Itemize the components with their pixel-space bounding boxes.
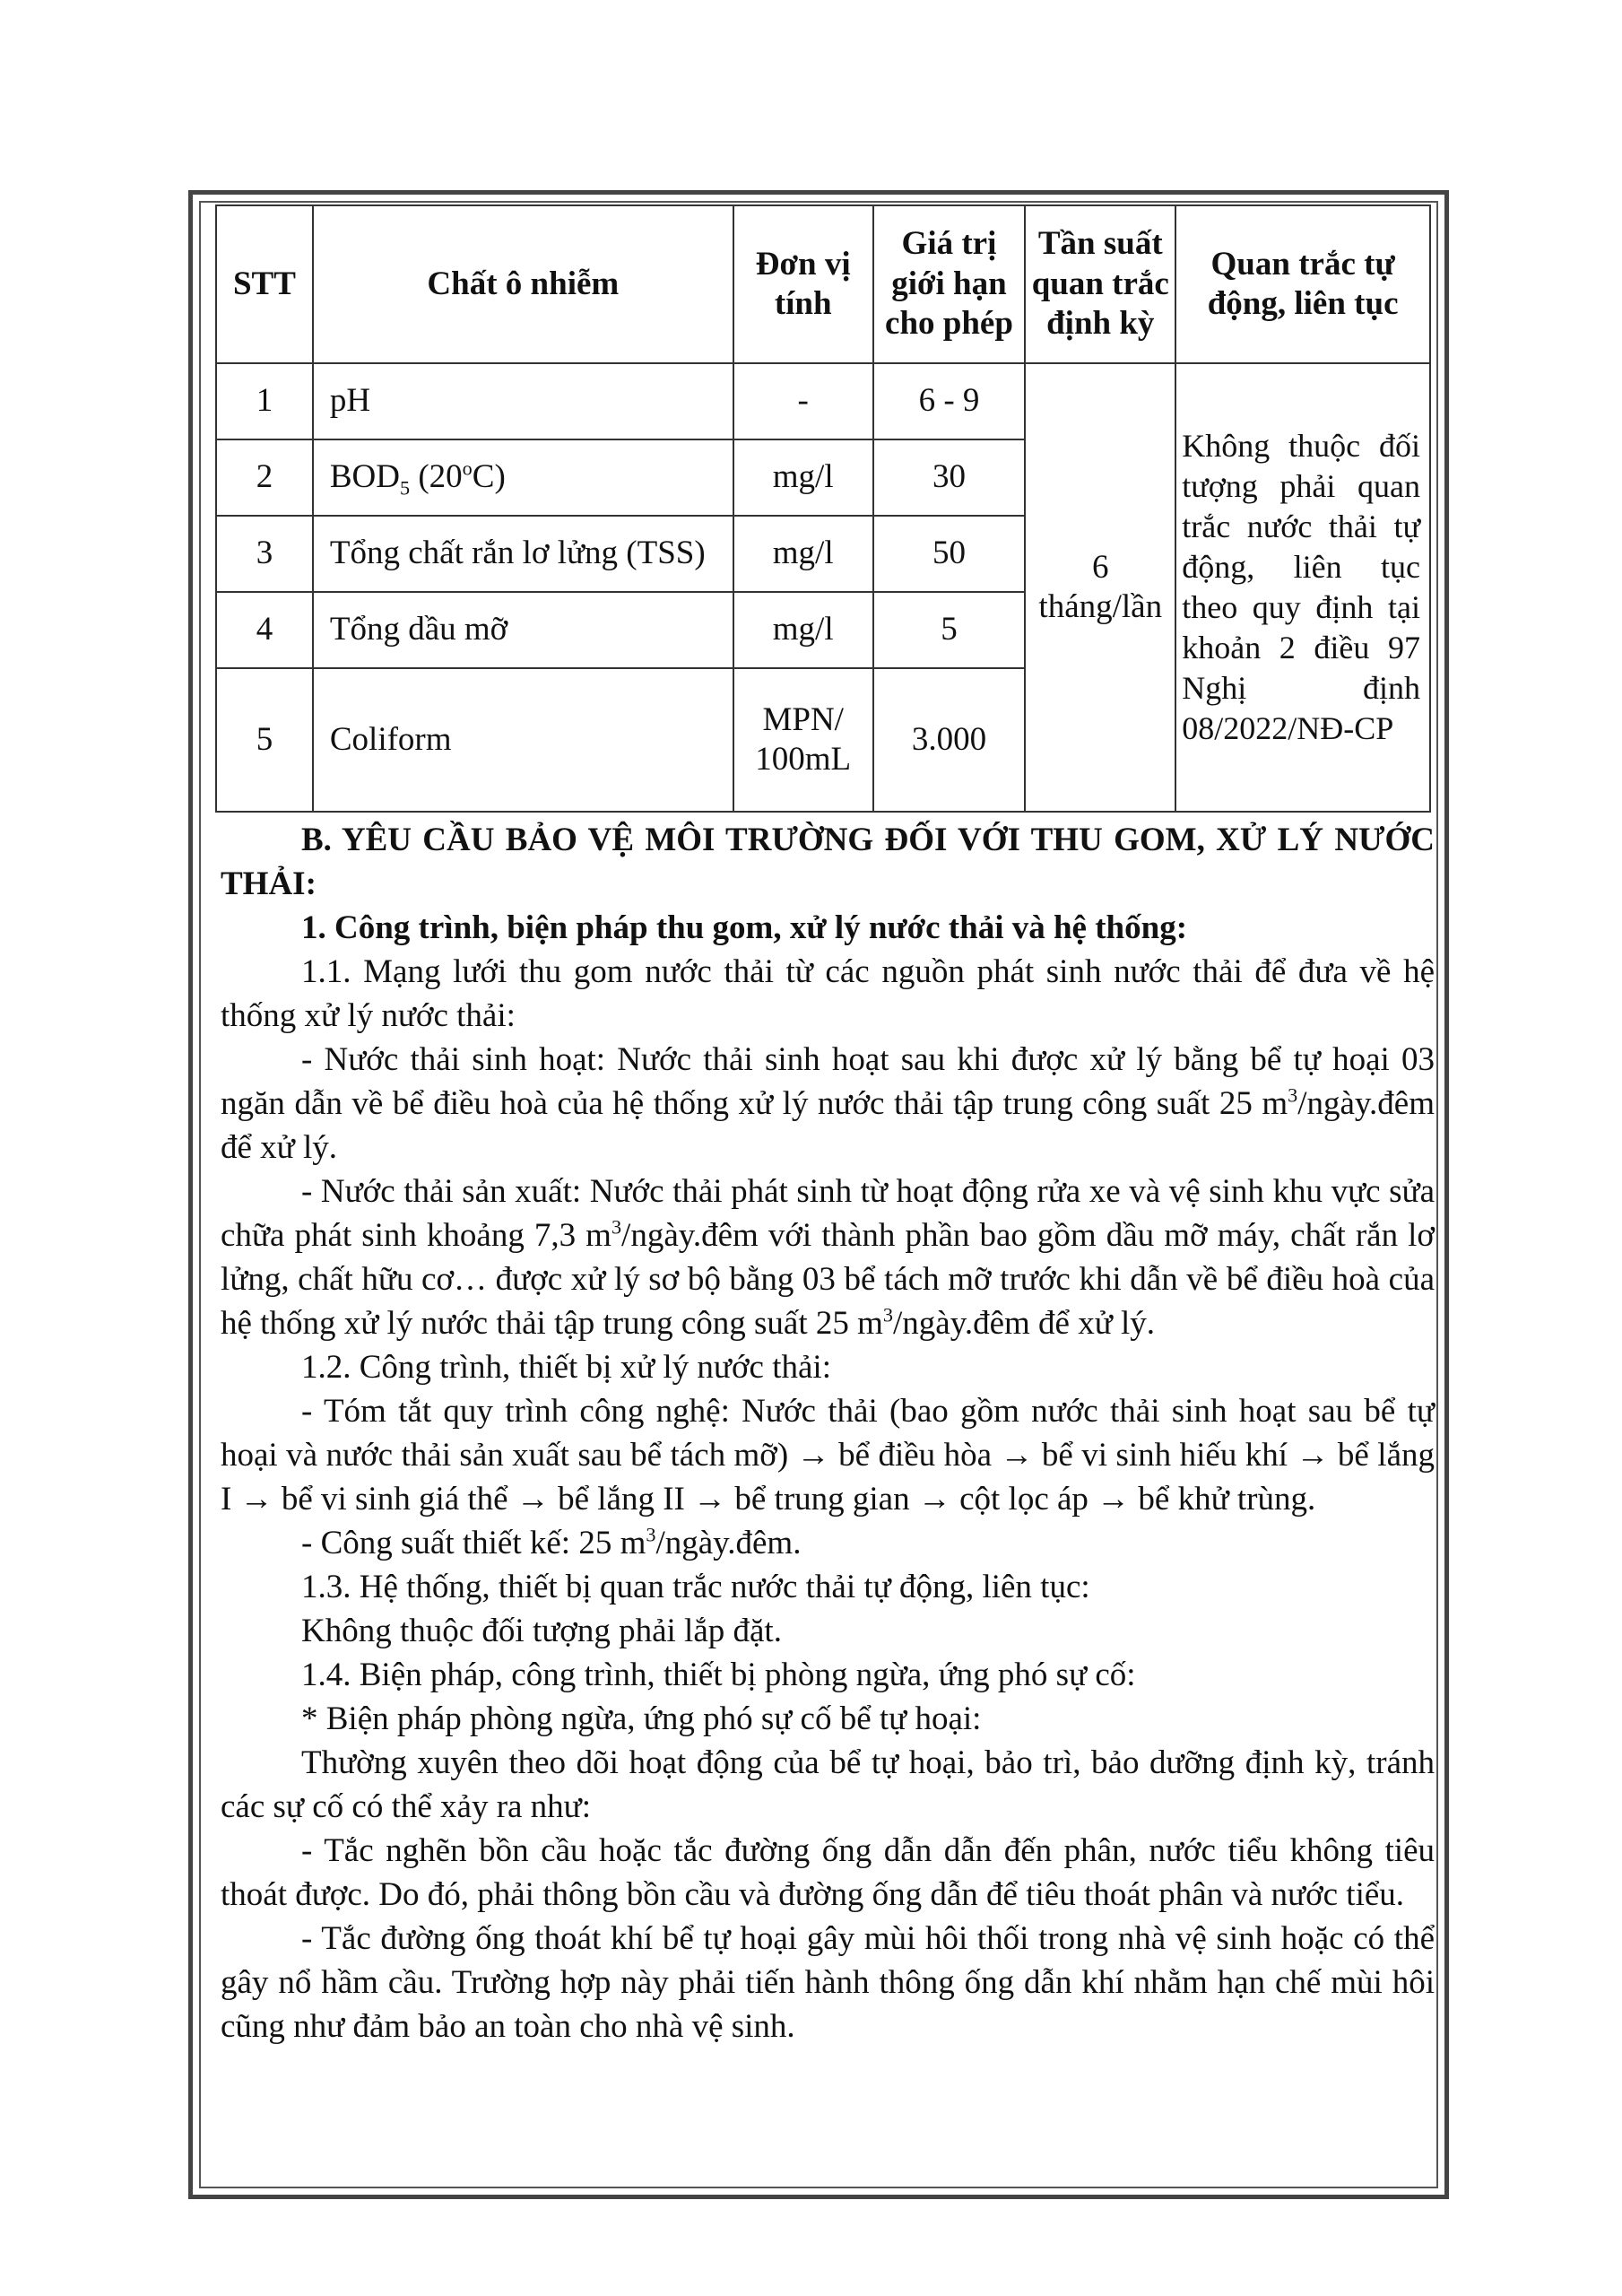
paragraph-1-3: 1.3. Hệ thống, thiết bị quan trắc nước thải tự động, liên tục:	[301, 1569, 1090, 1605]
cell-limit: 6 - 9	[873, 363, 1026, 439]
unit-line-1: MPN/	[762, 700, 844, 738]
cell-pollutant: pH	[313, 363, 733, 439]
paragraph-1-3-value: Không thuộc đối tượng phải lắp đặt.	[301, 1613, 782, 1649]
header-stt: STT	[216, 205, 313, 363]
production-text-end: /ngày.đêm để xử lý.	[893, 1305, 1156, 1342]
domestic-text-end: /ngày.đêm để xử lý.	[221, 1085, 1435, 1166]
cubic-superscript: 3	[1288, 1083, 1298, 1107]
domestic-text: - Nước thải sinh hoạt: Nước thải sinh hoạt sau khi được xử lý bằng bể tự hoại 03 ngăn dẫn về bể điều hoà của hệ thống xử lý nước thải tập trung công suất 25 m	[221, 1041, 1435, 1122]
header-limit-line-2: giới hạn	[891, 265, 1007, 302]
header-unit	[733, 205, 873, 363]
paragraph-1-4: 1.4. Biện pháp, công trình, thiết bị phòng ngừa, ứng phó sự cố:	[301, 1657, 1136, 1693]
degree-mark: o	[462, 457, 473, 480]
bod-label: BOD	[329, 458, 400, 496]
cell-pollutant: Tổng chất rắn lơ lửng (TSS)	[313, 516, 733, 592]
header-frequency	[1025, 205, 1175, 363]
cell-limit: 3.000	[873, 668, 1026, 812]
cell-stt: 3	[216, 516, 313, 592]
bod-subscript: 5	[400, 476, 411, 500]
header-limit	[873, 205, 1026, 363]
header-limit-line-3: cho phép	[885, 305, 1013, 343]
paragraph-septic-heading: * Biện pháp phòng ngừa, ứng phó sự cố bể tự hoại:	[301, 1700, 982, 1737]
cell-pollutant: Tổng dầu mỡ	[313, 592, 733, 668]
paragraph-1-1: 1.1. Mạng lưới thu gom nước thải từ các nguồn phát sinh nước thải để đưa về hệ thống xử lý nước thải:	[221, 953, 1435, 1034]
bod-temp-unit: C)	[472, 458, 506, 496]
unit-line-2: 100mL	[755, 741, 852, 778]
header-frequency-line-1: Tần suất	[1037, 225, 1163, 263]
production-text-mid: /ngày.đêm với thành phần bao gồm dầu mỡ máy, chất rắn lơ lửng, chất hữu cơ… được xử lý sơ bộ bằng 03 bể tách mỡ trước khi dẫn về bể điều hoà của hệ thống xử lý nước thải tập trung công suất 25 m	[221, 1217, 1435, 1342]
cubic-superscript: 3	[611, 1215, 622, 1239]
paragraph-septic-2: - Tắc nghẽn bồn cầu hoặc tắc đường ống dẫn dẫn đến phân, nước tiểu không tiêu thoát được. Do đó, phải thông bồn cầu và đường ống dẫn để tiêu thoát phân và nước tiểu.	[221, 1832, 1435, 1913]
header-auto-monitoring	[1175, 205, 1430, 363]
capacity-text-end: /ngày.đêm.	[655, 1525, 802, 1561]
cell-unit: mg/l	[733, 592, 873, 668]
paragraph-septic-1: Thường xuyên theo dõi hoạt động của bể tự hoại, bảo trì, bảo dưỡng định kỳ, tránh các sự cố có thể xảy ra như:	[221, 1744, 1435, 1825]
cell-pollutant	[313, 439, 733, 516]
header-limit-line-1: Giá trị	[901, 225, 997, 263]
cell-unit: -	[733, 363, 873, 439]
paragraph-production-wastewater	[221, 1170, 1435, 1345]
cell-limit: 5	[873, 592, 1026, 668]
paragraph-septic-3: - Tắc đường ống thoát khí bể tự hoại gây mùi hôi thối trong nhà vệ sinh hoặc có thể gây nổ hầm cầu. Trường hợp này phải tiến hành thông ống dẫn khí nhằm hạn chế mùi hôi cũng như đảm bảo an toàn cho nhà vệ sinh.	[221, 1920, 1435, 2045]
section-b-title: B. YÊU CẦU BẢO VỆ MÔI TRƯỜNG ĐỐI VỚI THU GOM, XỬ LÝ NƯỚC THẢI:	[221, 822, 1435, 902]
cell-unit: mg/l	[733, 516, 873, 592]
cell-limit: 30	[873, 439, 1026, 516]
header-auto-line-2: động, liên tục	[1207, 285, 1399, 322]
cubic-superscript: 3	[882, 1303, 894, 1326]
cell-auto-monitoring-note: Không thuộc đối tượng phải quan trắc nước thải tự động, liên tục theo quy định tại khoản 2 điều 97 Nghị định 08/2022/NĐ-CP	[1175, 363, 1430, 812]
cubic-superscript: 3	[646, 1523, 656, 1546]
frequency-number: 6	[1092, 548, 1109, 586]
paragraph-domestic-wastewater	[221, 1038, 1435, 1170]
section-b-body	[221, 818, 1435, 2048]
header-unit-line-1: Đơn vị	[755, 245, 851, 283]
bod-temp: (20	[410, 458, 463, 496]
cell-stt: 5	[216, 668, 313, 812]
capacity-text: - Công suất thiết kế: 25 m	[301, 1525, 646, 1561]
header-unit-line-2: tính	[774, 285, 832, 322]
cell-unit	[733, 668, 873, 812]
cell-stt: 2	[216, 439, 313, 516]
header-auto-line-1: Quan trắc tự	[1210, 245, 1395, 283]
paragraph-design-capacity	[221, 1521, 1435, 1565]
cell-stt: 4	[216, 592, 313, 668]
cell-pollutant: Coliform	[313, 668, 733, 812]
cell-stt: 1	[216, 363, 313, 439]
cell-limit: 50	[873, 516, 1026, 592]
pollutant-limits-table	[215, 204, 1431, 813]
paragraph-process-summary: - Tóm tắt quy trình công nghệ: Nước thải (bao gồm nước thải sinh hoạt sau bể tự hoại và nước thải sản xuất sau bể tách mỡ) → bể điều hòa → bể vi sinh hiếu khí → bể lắng I → bể vi sinh giá thể → bể lắng II → bể trung gian → cột lọc áp → bể khử trùng.	[221, 1393, 1435, 1518]
cell-frequency	[1025, 363, 1175, 812]
table-header-row	[216, 205, 1430, 363]
paragraph-1-2: 1.2. Công trình, thiết bị xử lý nước thải:	[301, 1349, 831, 1386]
header-pollutant: Chất ô nhiễm	[313, 205, 733, 363]
frequency-unit: tháng/lần	[1038, 588, 1163, 625]
cell-unit: mg/l	[733, 439, 873, 516]
header-frequency-line-3: định kỳ	[1046, 305, 1155, 343]
section-1-heading: 1. Công trình, biện pháp thu gom, xử lý nước thải và hệ thống:	[301, 909, 1188, 946]
header-frequency-line-2: quan trắc	[1031, 265, 1169, 302]
production-text: - Nước thải sản xuất: Nước thải phát sinh từ hoạt động rửa xe và vệ sinh khu vực sửa chữa phát sinh khoảng 7,3 m	[221, 1173, 1435, 1254]
table-row	[216, 363, 1430, 439]
